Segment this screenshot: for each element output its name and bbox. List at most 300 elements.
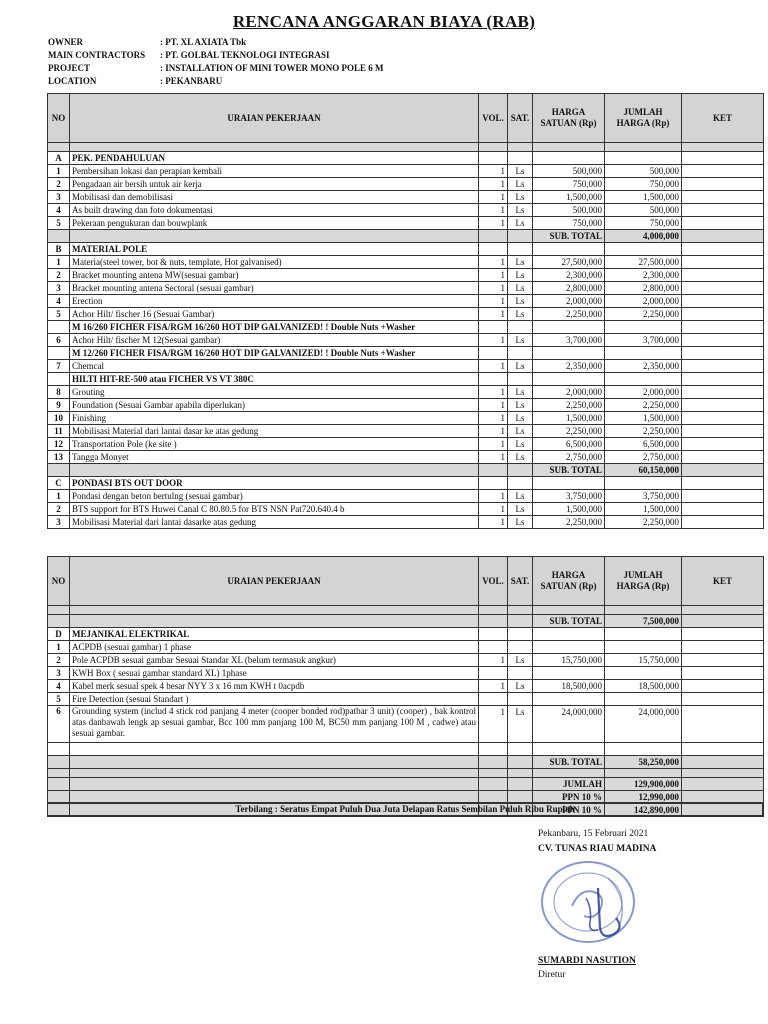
item-no: 1 (48, 165, 70, 178)
signature-place-date: Pekanbaru, 15 Februari 2021 (538, 829, 649, 839)
spacer-cell (533, 143, 605, 152)
item-unit-price: 3,750,000 (533, 490, 605, 503)
spacer-cell (48, 606, 70, 615)
table-row (48, 308, 764, 321)
item-unit-price: 2,250,000 (533, 308, 605, 321)
item-description: Pembersihan lokasi dan perapian kembali (70, 165, 479, 178)
item-volume: 1 (479, 706, 508, 743)
spacer-cell (682, 143, 764, 152)
item-total-price: 2,750,000 (605, 451, 682, 464)
item-ket (682, 334, 764, 347)
section-title: MATERIAL POLE (70, 243, 479, 256)
item-total-price: 2,000,000 (605, 295, 682, 308)
item-total-price: 1,500,000 (605, 412, 682, 425)
item-no: 5 (48, 308, 70, 321)
item-unit-price: 2,800,000 (533, 282, 605, 295)
empty-cell (508, 373, 533, 386)
table-row (48, 438, 764, 451)
empty-cell (682, 778, 764, 791)
empty-cell (70, 230, 479, 243)
empty-cell (605, 373, 682, 386)
item-unit: Ls (508, 680, 533, 693)
item-description: BTS support for BTS Huwei Canal C 80.80.5 for BTS NSN Pat720.640.4 b (70, 503, 479, 516)
table-row (48, 628, 764, 641)
item-unit-price: 500,000 (533, 165, 605, 178)
section-letter: A (48, 152, 70, 165)
spacer-cell (605, 769, 682, 778)
item-unit-price: 2,750,000 (533, 451, 605, 464)
item-volume: 1 (479, 680, 508, 693)
subtotal-label: SUB. TOTAL (533, 230, 605, 243)
item-volume: 1 (479, 295, 508, 308)
empty-cell (48, 230, 70, 243)
item-total-price: 2,250,000 (605, 516, 682, 529)
item-volume: 1 (479, 490, 508, 503)
rab-table-part-2 (47, 556, 764, 817)
empty-cell (508, 152, 533, 165)
table-row (48, 230, 764, 243)
item-unit (508, 641, 533, 654)
item-description: Mobilisasi dan demobilisasi (70, 191, 479, 204)
item-no: 2 (48, 269, 70, 282)
item-unit: Ls (508, 282, 533, 295)
table-row (48, 667, 764, 680)
item-description: Tangga Monyet (70, 451, 479, 464)
item-volume: 1 (479, 334, 508, 347)
empty-cell (48, 615, 70, 628)
table-row (48, 451, 764, 464)
item-unit: Ls (508, 178, 533, 191)
header-vol: VOL. (479, 94, 508, 143)
table-row (48, 373, 764, 386)
item-total-price: 750,000 (605, 178, 682, 191)
item-description: Grouting (70, 386, 479, 399)
table-row (48, 386, 764, 399)
item-unit: Ls (508, 204, 533, 217)
empty-cell (479, 628, 508, 641)
item-no: 1 (48, 490, 70, 503)
subtotal-label: PPN 10 % (533, 804, 605, 817)
item-unit: Ls (508, 706, 533, 743)
empty-cell (682, 230, 764, 243)
table-row (48, 295, 764, 308)
empty-cell (682, 152, 764, 165)
item-no: 5 (48, 217, 70, 230)
item-volume (479, 693, 508, 706)
item-unit-price: 2,000,000 (533, 295, 605, 308)
table-row (48, 334, 764, 347)
item-unit: Ls (508, 386, 533, 399)
table-row (48, 490, 764, 503)
empty-cell (682, 743, 764, 756)
table-header-row (48, 94, 764, 143)
item-unit: Ls (508, 334, 533, 347)
item-note: M 12/260 FICHER FISA/RGM 16/260 HOT DIP GALVANIZED! ! Double Nuts +Washer (70, 347, 479, 360)
item-unit: Ls (508, 217, 533, 230)
item-total-price: 750,000 (605, 217, 682, 230)
item-description: Pengadaan air bersih untuk air kerja (70, 178, 479, 191)
item-description: Erection (70, 295, 479, 308)
empty-cell (479, 743, 508, 756)
empty-cell (70, 778, 479, 791)
item-description: Mobilisasi Material dari lantai dasar ke atas gedung (70, 425, 479, 438)
item-unit-price (533, 641, 605, 654)
item-volume: 1 (479, 425, 508, 438)
item-total-price: 15,750,000 (605, 654, 682, 667)
item-volume: 1 (479, 386, 508, 399)
item-unit: Ls (508, 516, 533, 529)
item-unit-price: 2,350,000 (533, 360, 605, 373)
item-ket (682, 451, 764, 464)
empty-cell (682, 321, 764, 334)
table-row (48, 321, 764, 334)
item-no: 11 (48, 425, 70, 438)
empty-cell (48, 743, 70, 756)
item-ket (682, 191, 764, 204)
item-unit: Ls (508, 269, 533, 282)
empty-cell (682, 243, 764, 256)
header-ket: KET (682, 94, 764, 143)
item-unit-price: 18,500,000 (533, 680, 605, 693)
item-volume (479, 667, 508, 680)
item-ket (682, 503, 764, 516)
meta-project: PROJECT : INSTALLATION OF MINI TOWER MONO POLE 6 M (48, 63, 384, 73)
spacer-cell (533, 606, 605, 615)
meta-owner: OWNER : PT. XL AXIATA Tbk (48, 37, 247, 47)
item-unit-price: 1,500,000 (533, 503, 605, 516)
item-unit-price: 2,300,000 (533, 269, 605, 282)
subtotal-value: 60,150,000 (605, 464, 682, 477)
item-ket (682, 706, 764, 743)
table-row (48, 165, 764, 178)
spacer-cell (479, 143, 508, 152)
table-row (48, 654, 764, 667)
subtotal-value: 7,500,000 (605, 615, 682, 628)
item-unit: Ls (508, 451, 533, 464)
table-row (48, 152, 764, 165)
empty-cell (508, 628, 533, 641)
item-no: 8 (48, 386, 70, 399)
item-description: Achor Hilt/ fischer 16 (Sesuai Gambar) (70, 308, 479, 321)
item-ket (682, 204, 764, 217)
item-total-price: 3,750,000 (605, 490, 682, 503)
item-unit-price: 27,500,000 (533, 256, 605, 269)
spacer-cell (508, 606, 533, 615)
spacer-cell (605, 143, 682, 152)
empty-cell (70, 743, 479, 756)
item-description: Kabel merk sesual spek 4 besar NYY 3 x 16 mm KWH t 0acpdb (70, 680, 479, 693)
subtotal-label: SUB. TOTAL (533, 464, 605, 477)
item-no: 3 (48, 667, 70, 680)
spacer-cell (508, 143, 533, 152)
item-no: 6 (48, 706, 70, 743)
subtotal-value: 129,900,000 (605, 778, 682, 791)
rab-table-body-2 (48, 606, 764, 817)
empty-cell (479, 243, 508, 256)
empty-cell (605, 477, 682, 490)
item-ket (682, 282, 764, 295)
spacer-cell (479, 606, 508, 615)
item-unit-price (533, 693, 605, 706)
item-unit-price: 15,750,000 (533, 654, 605, 667)
empty-cell (605, 743, 682, 756)
item-note: HILTI HIT-RE-500 atau FICHER VS VT 380C (70, 373, 479, 386)
item-description: Mobilisasi Material dari lantai dasarke atas gedung (70, 516, 479, 529)
subtotal-value: 4,000,000 (605, 230, 682, 243)
empty-cell (508, 756, 533, 769)
item-volume: 1 (479, 217, 508, 230)
empty-cell (479, 321, 508, 334)
item-no: 5 (48, 693, 70, 706)
table-row (48, 606, 764, 615)
item-total-price (605, 693, 682, 706)
item-unit-price: 2,250,000 (533, 399, 605, 412)
header-sat: SAT. (508, 94, 533, 143)
item-total-price: 1,500,000 (605, 191, 682, 204)
meta-main-contractors: MAIN CONTRACTORS : PT. GOLBAL TEKNOLOGI INTEGRASI (48, 50, 330, 60)
section-title: PEK. PENDAHULUAN (70, 152, 479, 165)
table-row (48, 769, 764, 778)
rab-table-body-1 (48, 143, 764, 529)
section-title: PONDASI BTS OUT DOOR (70, 477, 479, 490)
item-ket (682, 490, 764, 503)
item-total-price: 2,250,000 (605, 399, 682, 412)
header-harga-satuan: HARGA SATUAN (Rp) (533, 94, 605, 143)
item-description: Achor Hilt/ fischer M 12(Sesuai gambar) (70, 334, 479, 347)
header-uraian: URAIAN PEKERJAAN (70, 557, 479, 606)
empty-cell (508, 243, 533, 256)
table-row (48, 516, 764, 529)
table-row (48, 503, 764, 516)
item-total-price: 2,000,000 (605, 386, 682, 399)
empty-cell (508, 477, 533, 490)
spacer-cell (479, 769, 508, 778)
table-row (48, 641, 764, 654)
item-volume (479, 641, 508, 654)
spacer-cell (682, 606, 764, 615)
empty-cell (48, 321, 70, 334)
empty-cell (479, 778, 508, 791)
table-header-row (48, 557, 764, 606)
item-description: Transportation Pole (ke site ) (70, 438, 479, 451)
item-ket (682, 438, 764, 451)
item-unit: Ls (508, 191, 533, 204)
header-harga-satuan: HARGA SATUAN (Rp) (533, 557, 605, 606)
spacer-cell (70, 606, 479, 615)
item-description: As built drawing dan foto dokumentasi (70, 204, 479, 217)
empty-cell (533, 628, 605, 641)
item-unit: Ls (508, 490, 533, 503)
spacer-cell (48, 769, 70, 778)
header-ket: KET (682, 557, 764, 606)
table-row (48, 743, 764, 756)
subtotal-value: 12,990,000 (605, 791, 682, 804)
empty-cell (533, 243, 605, 256)
item-volume: 1 (479, 269, 508, 282)
item-total-price: 500,000 (605, 165, 682, 178)
section-letter: B (48, 243, 70, 256)
item-volume: 1 (479, 438, 508, 451)
item-ket (682, 680, 764, 693)
table-row (48, 256, 764, 269)
item-unit-price: 750,000 (533, 217, 605, 230)
empty-cell (682, 373, 764, 386)
item-no: 2 (48, 178, 70, 191)
subtotal-label: SUB. TOTAL (533, 756, 605, 769)
item-unit-price: 500,000 (533, 204, 605, 217)
item-description: Finishing (70, 412, 479, 425)
section-letter: D (48, 628, 70, 641)
empty-cell (479, 230, 508, 243)
table-row (48, 217, 764, 230)
item-no: 2 (48, 503, 70, 516)
item-total-price: 6,500,000 (605, 438, 682, 451)
item-unit (508, 667, 533, 680)
signature-name: SUMARDI NASUTION (538, 956, 636, 966)
empty-cell (508, 321, 533, 334)
company-stamp-icon (528, 858, 658, 950)
table-row (48, 282, 764, 295)
subtotal-value: 142,890,000 (605, 804, 682, 817)
header-uraian: URAIAN PEKERJAAN (70, 94, 479, 143)
empty-cell (682, 464, 764, 477)
item-total-price (605, 667, 682, 680)
rab-table-part-1 (47, 93, 764, 529)
item-ket (682, 256, 764, 269)
subtotal-label: SUB. TOTAL (533, 615, 605, 628)
empty-cell (479, 615, 508, 628)
item-volume: 1 (479, 178, 508, 191)
header-jumlah-harga: JUMLAH HARGA (Rp) (605, 557, 682, 606)
item-description: Bracket mounting antena Sectoral (sesuai gambar) (70, 282, 479, 295)
empty-cell (682, 477, 764, 490)
item-volume: 1 (479, 399, 508, 412)
empty-cell (70, 464, 479, 477)
empty-cell (682, 615, 764, 628)
project-meta (48, 36, 384, 88)
empty-cell (682, 628, 764, 641)
table-row (48, 399, 764, 412)
item-total-price: 2,250,000 (605, 425, 682, 438)
table-row (48, 693, 764, 706)
table-row (48, 464, 764, 477)
item-no: 4 (48, 680, 70, 693)
empty-cell (605, 347, 682, 360)
table-row (48, 143, 764, 152)
empty-cell (682, 756, 764, 769)
empty-cell (533, 321, 605, 334)
item-ket (682, 178, 764, 191)
item-note: M 16/260 FICHER FISA/RGM 16/260 HOT DIP GALVANIZED! ! Double Nuts +Washer (70, 321, 479, 334)
item-description: Pondasi dengan beton bertulng (sesuai gambar) (70, 490, 479, 503)
header-vol: VOL. (479, 557, 508, 606)
item-ket (682, 399, 764, 412)
meta-location: LOCATION : PEKANBARU (48, 76, 223, 86)
item-total-price: 24,000,000 (605, 706, 682, 743)
item-ket (682, 412, 764, 425)
empty-cell (682, 347, 764, 360)
table-row (48, 706, 764, 743)
table-row (48, 477, 764, 490)
item-ket (682, 217, 764, 230)
table-row (48, 412, 764, 425)
document-title: RENCANA ANGGARAN BIAYA (RAB) (232, 12, 536, 31)
header-jumlah-harga: JUMLAH HARGA (Rp) (605, 94, 682, 143)
item-volume: 1 (479, 256, 508, 269)
item-description: Materia(steel tower, bot & nuts, template, Hot galvanised) (70, 256, 479, 269)
empty-cell (48, 373, 70, 386)
header-no: NO (48, 94, 70, 143)
subtotal-label: PPN 10 % (533, 791, 605, 804)
item-unit-price: 2,000,000 (533, 386, 605, 399)
empty-cell (479, 373, 508, 386)
item-ket (682, 425, 764, 438)
item-volume: 1 (479, 654, 508, 667)
item-volume: 1 (479, 503, 508, 516)
signature-company: CV. TUNAS RIAU MADINA (538, 844, 657, 854)
item-unit: Ls (508, 438, 533, 451)
empty-cell (605, 628, 682, 641)
table-row (48, 243, 764, 256)
empty-cell (605, 321, 682, 334)
table-row (48, 756, 764, 769)
empty-cell (70, 615, 479, 628)
empty-cell (533, 743, 605, 756)
item-no: 7 (48, 360, 70, 373)
item-total-price: 2,250,000 (605, 308, 682, 321)
table-row (48, 680, 764, 693)
signature-position: Diretur (538, 970, 566, 980)
empty-cell (479, 477, 508, 490)
item-unit (508, 693, 533, 706)
item-no: 2 (48, 654, 70, 667)
empty-cell (508, 464, 533, 477)
item-volume: 1 (479, 204, 508, 217)
item-no: 6 (48, 334, 70, 347)
table-row (48, 778, 764, 791)
item-unit: Ls (508, 425, 533, 438)
empty-cell (479, 152, 508, 165)
item-total-price: 2,300,000 (605, 269, 682, 282)
item-total-price: 1,500,000 (605, 503, 682, 516)
empty-cell (479, 756, 508, 769)
item-unit-price: 1,500,000 (533, 412, 605, 425)
item-unit: Ls (508, 165, 533, 178)
spacer-cell (682, 769, 764, 778)
item-total-price: 18,500,000 (605, 680, 682, 693)
item-ket (682, 308, 764, 321)
empty-cell (48, 347, 70, 360)
item-description: Pekeraan pengukuran dan bouwplank (70, 217, 479, 230)
table-row (48, 178, 764, 191)
item-volume: 1 (479, 308, 508, 321)
item-unit-price: 2,250,000 (533, 516, 605, 529)
item-total-price: 500,000 (605, 204, 682, 217)
item-total-price: 27,500,000 (605, 256, 682, 269)
subtotal-value: 58,250,000 (605, 756, 682, 769)
item-description: Foundation (Sesuai Gambar apabila diperlukan) (70, 399, 479, 412)
empty-cell (508, 230, 533, 243)
item-volume: 1 (479, 282, 508, 295)
empty-cell (70, 756, 479, 769)
item-volume: 1 (479, 165, 508, 178)
item-description: Fire Detection (sesuai Standart ) (70, 693, 479, 706)
section-letter: C (48, 477, 70, 490)
item-unit: Ls (508, 308, 533, 321)
item-no: 12 (48, 438, 70, 451)
table-row (48, 615, 764, 628)
item-unit: Ls (508, 412, 533, 425)
